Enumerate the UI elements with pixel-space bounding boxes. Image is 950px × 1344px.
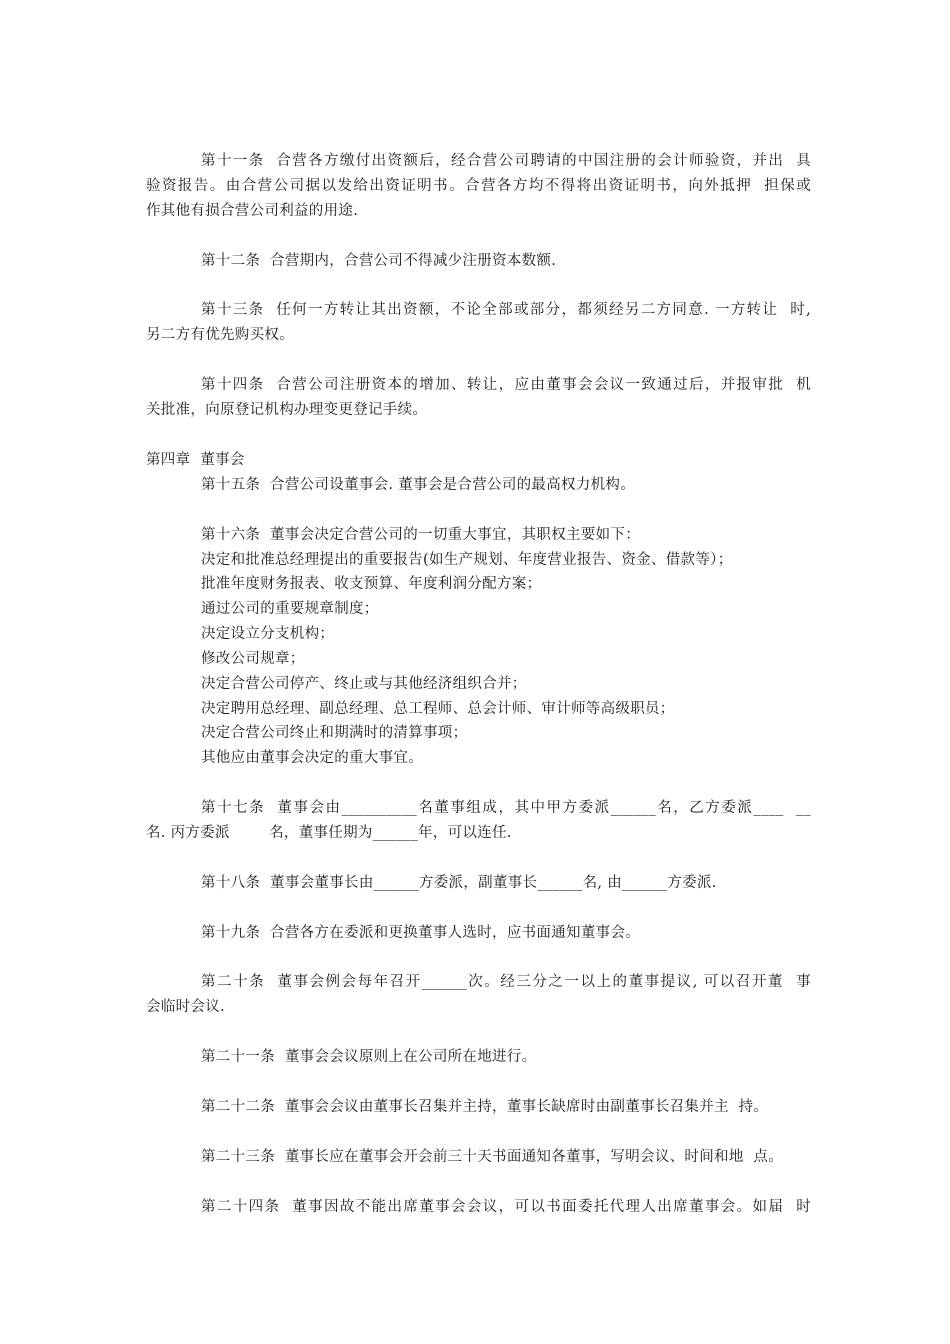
list-item: 通过公司的重要规章制度； <box>201 601 379 617</box>
article-23-line-1: 第二十三条 董事长应在董事会开会前三十天书面通知各董事，写明会议、时间和地 点。 <box>201 1149 784 1165</box>
article-24-line-1: 第二十四条 董事因故不能出席董事会会议，可以书面委托代理人出席董事会。如届 时 <box>201 1199 811 1215</box>
list-item: 批准年度财务报表、收支预算、年度利润分配方案； <box>201 576 542 592</box>
list-item: 决定和批准总经理提出的重要报告(如生产规划、年度营业报告、资金、借款等）； <box>201 552 733 568</box>
chapter-4-heading: 第四章 董事会 <box>146 452 245 468</box>
list-item: 修改公司规章； <box>201 651 305 667</box>
article-19-line-1: 第十九条 合营各方在委派和更换董事人选时，应书面通知董事会。 <box>201 925 641 941</box>
article-16-line-1: 第十六条 董事会决定合营公司的一切重大事宜，其职权主要如下： <box>201 527 641 543</box>
article-14-line-2: 关批准，向原登记机构办理变更登记手续。 <box>146 402 428 418</box>
list-item: 决定设立分支机构； <box>201 626 335 642</box>
article-13-line-1: 第十三条 任何一方转让其出资额，不论全部或部分，都须经另二方同意. 一方转让 时, <box>201 302 811 318</box>
list-item: 决定聘用总经理、副总经理、总工程师、总会计师、审计师等高级职员； <box>201 701 675 717</box>
article-11-line-2: 验资报告。由合营公司据以发给出资证明书。合营各方均不得将出资证明书，向外抵押 担保或 <box>146 178 811 194</box>
list-item: 其他应由董事会决定的重大事宜。 <box>201 750 423 766</box>
article-21-line-1: 第二十一条 董事会会议原则上在公司所在地进行。 <box>201 1049 537 1065</box>
list-item: 决定合营公司终止和期满时的清算事项； <box>201 725 468 741</box>
article-17-line-2: 名. 丙方委派 名，董事任期为______年，可以连任. <box>146 825 512 841</box>
article-14-line-1: 第十四条 合营公司注册资本的增加、转让，应由董事会会议一致通过后，并报审批 机 <box>201 377 811 393</box>
article-17-line-1: 第十七条 董事会由__________名董事组成，其中甲方委派______名，乙方委派____ __ <box>201 800 811 816</box>
article-15-line-1: 第十五条 合营公司设董事会. 董事会是合营公司的最高权力机构。 <box>201 477 636 493</box>
article-13-line-2: 另二方有优先购买权。 <box>146 327 294 343</box>
article-12-line-1: 第十二条 合营期内，合营公司不得减少注册资本数额. <box>201 253 557 269</box>
article-22-line-1: 第二十二条 董事会会议由董事长召集并主持，董事长缺席时由副董事长召集并主 持。 <box>201 1099 769 1115</box>
article-20-line-2: 会临时会议. <box>146 999 225 1015</box>
article-11-line-3: 作其他有损合营公司利益的用途. <box>146 203 359 219</box>
article-20-line-1: 第二十条 董事会例会每年召开______次。经三分之一以上的董事提议, 可以召开董 事 <box>201 974 811 990</box>
article-11-line-1: 第十一条 合营各方缴付出资额后，经合营公司聘请的中国注册的会计师验资，并出 具 <box>201 153 811 169</box>
article-18-line-1: 第十八条 董事会董事长由______方委派，副董事长______名, 由______方委派. <box>201 875 717 891</box>
list-item: 决定合营公司停产、终止或与其他经济组织合并； <box>201 676 527 692</box>
